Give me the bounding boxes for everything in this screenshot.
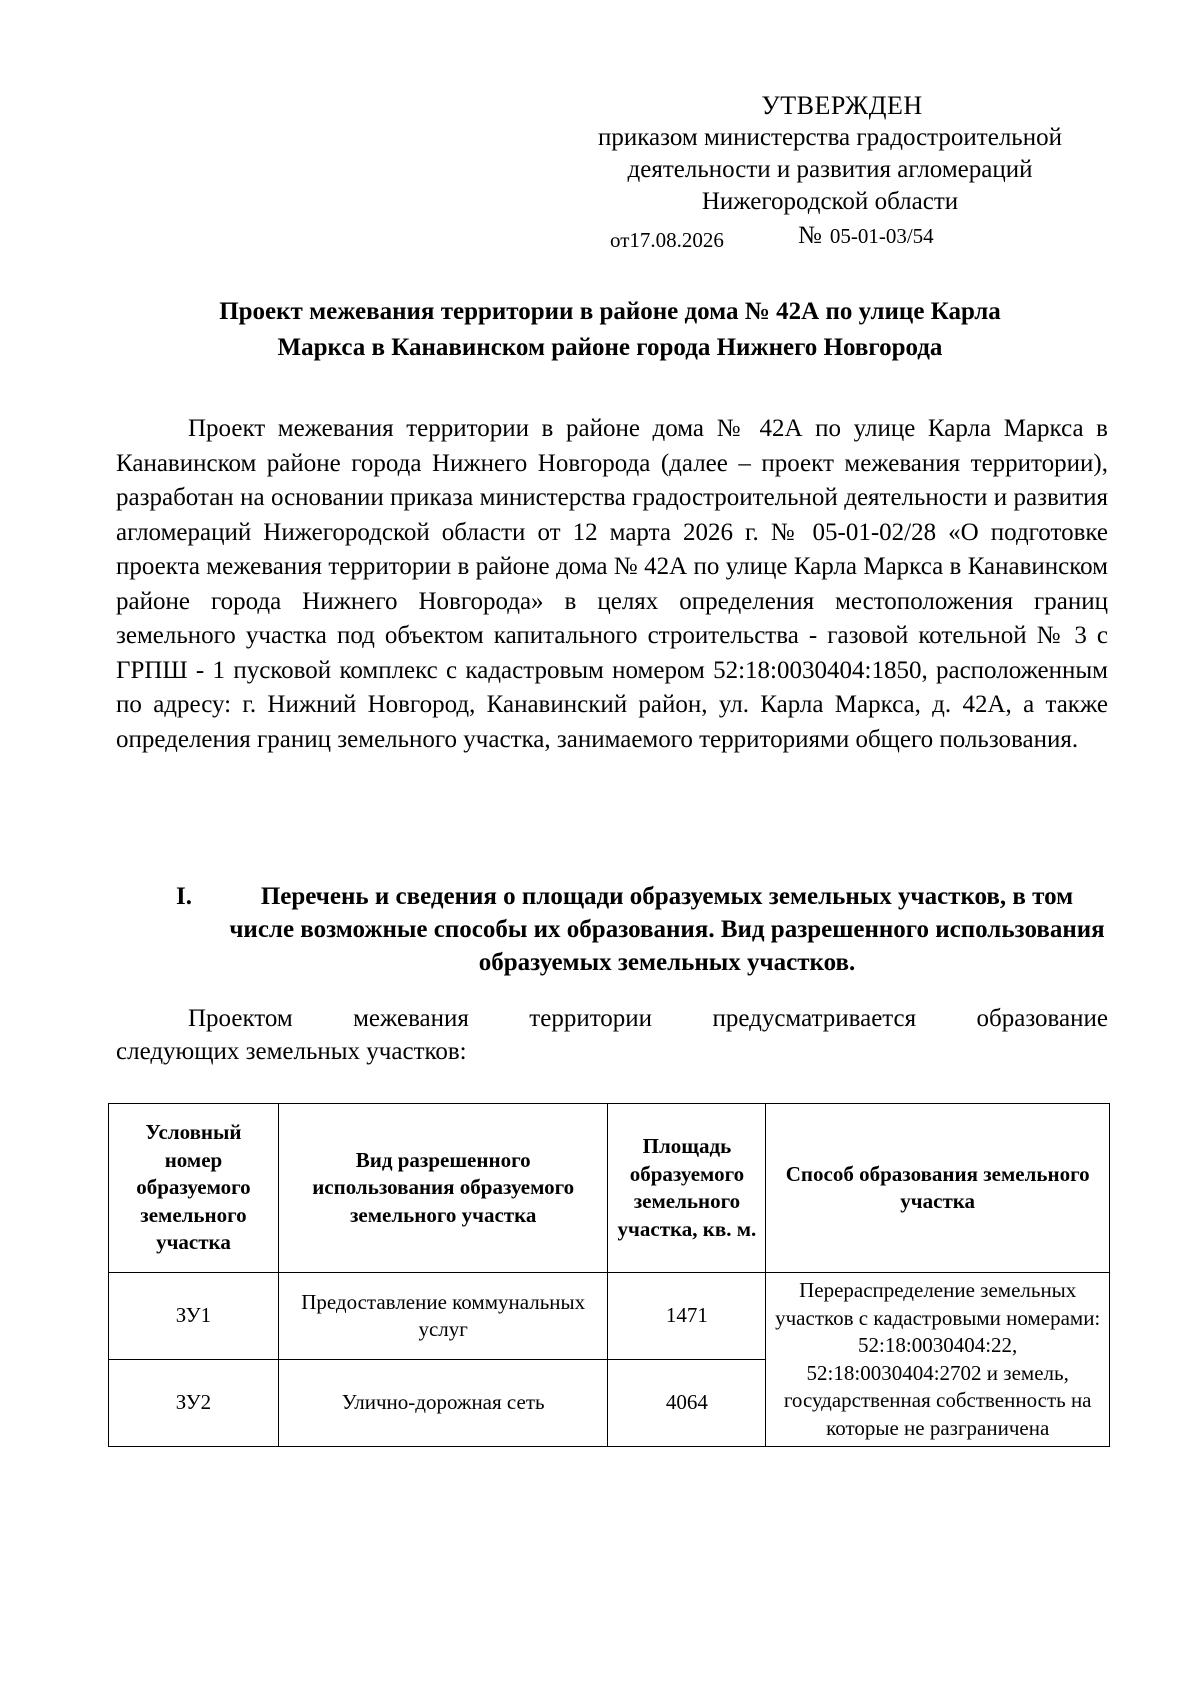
header-permitted-use: Вид разрешенного использования образуемого земельного участка: [278, 1104, 608, 1273]
date-prefix: от: [610, 228, 630, 252]
number-value: 05-01-03/54: [829, 224, 934, 248]
section-heading-text: Перечень и сведения о площади образуемых земельных участков, в том числе возможные способы их образования. Вид разрешенного использования образуемых земельных участков.: [229, 883, 1105, 976]
section-paragraph-line-2: следующих земельных участков:: [116, 1038, 467, 1065]
approval-block: [540, 90, 1120, 252]
section-paragraph: [116, 1002, 1108, 1068]
word: территории: [529, 1005, 653, 1032]
approval-line-3: Нижегородской области: [701, 188, 959, 215]
number-sign: №: [798, 222, 822, 249]
table-row: [109, 1273, 1110, 1360]
section-number: I.: [176, 883, 192, 910]
word: образование: [976, 1005, 1108, 1032]
table-header-row: [109, 1104, 1110, 1273]
word: Проектом: [188, 1005, 293, 1032]
cell-area: 1471: [608, 1273, 766, 1360]
cell-area: 4064: [608, 1360, 766, 1447]
approval-line-1: приказом министерства градостроительной: [598, 124, 1062, 151]
section-paragraph-line-1: [116, 1002, 1108, 1035]
cell-parcel-id: ЗУ2: [109, 1360, 279, 1447]
cell-permitted-use: Улично-дорожная сеть: [278, 1360, 608, 1447]
word: межевания: [353, 1005, 469, 1032]
intro-paragraph: Проект межевания территории в районе дома № 42А по улице Карла Маркса в Канавинском районе города Нижнего Новгорода (далее – проект межевания территории), разработан на основании приказа министерства градостроительной деятельности и развития агломераций Нижегородской области от 12 марта 2026 г. № 05-01-02/28 «О подготовке проекта межевания территории в районе дома № 42А по улице Карла Маркса в Канавинском районе города Нижнего Новгорода» в целях определения местоположения границ земельного участка под объектом капитального строительства - газовой котельной № 3 с ГРПШ - 1 пусковой комплекс с кадастровым номером 52:18:0030404:1850, расположенным по адресу: г. Нижний Новгород, Канавинский район, ул. Карла Маркса, д. 42А, а также определения границ земельного участка, занимаемого территориями общего пользования.: [116, 415, 1108, 753]
approval-line-2: деятельности и развития агломераций: [627, 156, 1033, 183]
header-parcel-id: Условный номер образуемого земельного участка: [109, 1104, 279, 1273]
header-formation-method: Способ образования земельного участка: [766, 1104, 1110, 1273]
header-area: Площадь образуемого земельного участка, кв. м.: [608, 1104, 766, 1273]
cell-permitted-use: Предоставление коммунальных услуг: [278, 1273, 608, 1360]
date-value: 17.08.2026: [629, 228, 724, 252]
approval-title: УТВЕРЖДЕН: [761, 91, 923, 120]
document-title: [110, 294, 1110, 366]
title-line-1: Проект межевания территории в районе дома № 42А по улице Карла: [219, 298, 1001, 325]
word: предусматривается: [712, 1005, 917, 1032]
parcels-table: [108, 1103, 1110, 1447]
section-heading: [176, 880, 1106, 979]
approval-date: [610, 224, 724, 256]
approval-date-line: [540, 218, 1120, 252]
cell-formation-method: Перераспределение земельных участков с кадастровыми номерами: 52:18:0030404:22, 52:18:0030404:2702 и земель, государственная собственность на которые не разграничена: [766, 1273, 1110, 1447]
approval-number: [798, 220, 934, 252]
title-line-2: Маркса в Канавинском районе города Нижнего Новгорода: [277, 334, 943, 361]
cell-parcel-id: ЗУ1: [109, 1273, 279, 1360]
